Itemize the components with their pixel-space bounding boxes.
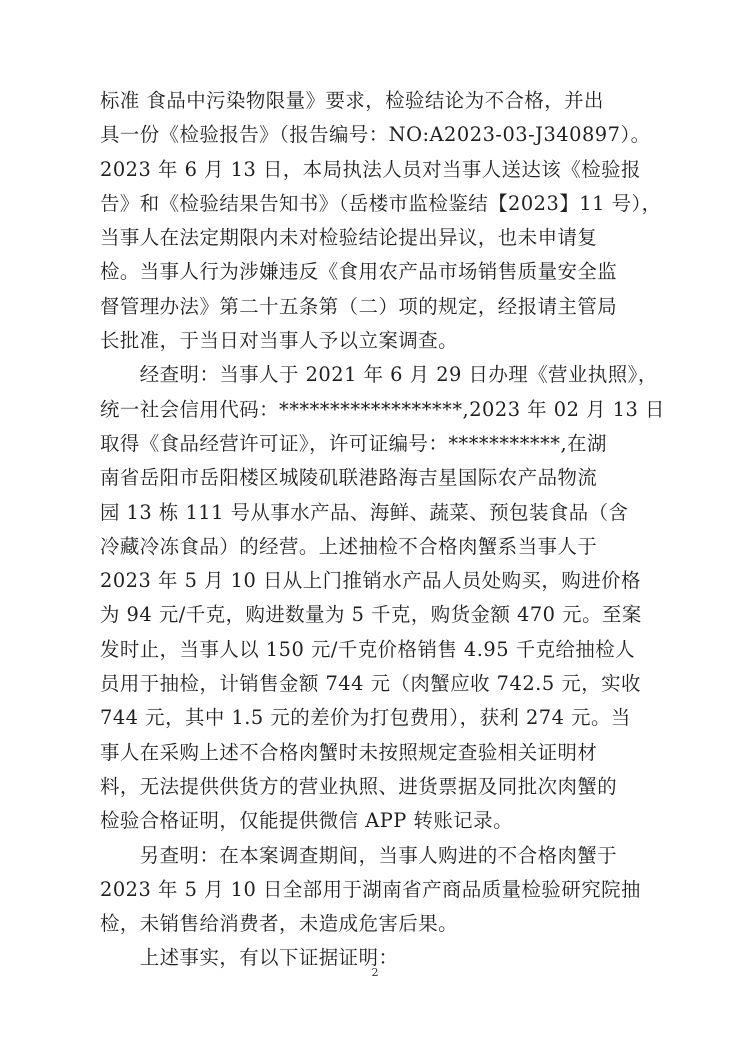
text-line: 为 94 元/千克，购进数量为 5 千克，购货金额 470 元。至案	[100, 603, 642, 627]
text-line: 发时止，当事人以 150 元/千克价格销售 4.95 千克给抽检人	[100, 637, 636, 661]
text-line: 长批准，于当日对当事人予以立案调查。	[100, 329, 459, 353]
text-line: 检，未销售给消费者，未造成危害后果。	[100, 912, 459, 936]
text-line: 园 13 栋 111 号从事水产品、海鲜、蔬菜、预包装食品（含	[100, 500, 629, 524]
text-line: 冷藏冷冻食品）的经营。上述抽检不合格肉蟹系当事人于	[100, 534, 598, 558]
text-line: 当事人在法定期限内未对检验结论提出异议，也未申请复	[100, 226, 598, 250]
page-number: 2	[371, 966, 379, 979]
document-body	[100, 84, 665, 976]
text-line: 南省岳阳市岳阳楼区城陵矶联港路海吉星国际农产品物流	[100, 466, 598, 490]
text-line: 员用于抽检，计销售金额 744 元（肉蟹应收 742.5 元，实收	[100, 672, 641, 696]
text-line: 事人在采购上述不合格肉蟹时未按照规定查验相关证明材	[100, 740, 598, 764]
text-line: 2023 年 5 月 10 日全部用于湖南省产商品质量检验研究院抽	[100, 877, 641, 901]
paragraph-start-line: 另查明：在本案调查期间，当事人购进的不合格肉蟹于	[100, 843, 618, 867]
text-line: 告》和《检验结果告知书》（岳楼市监检鉴结【2023】11 号），	[100, 191, 662, 215]
text-line: 料，无法提供供货方的营业执照、进货票据及同批次肉蟹的	[100, 774, 618, 798]
text-line: 检验合格证明，仅能提供微信 APP 转账记录。	[100, 809, 513, 833]
text-line: 统一社会信用代码：******************,2023 年 02 月 13 日	[100, 397, 665, 421]
text-line: 取得《食品经营许可证》，许可证编号：***********,在湖	[100, 431, 607, 455]
text-line: 744 元，其中 1.5 元的差价为打包费用），获利 274 元。当	[100, 706, 631, 730]
text-line: 督管理办法》第二十五条第（二）项的规定，经报请主管局	[100, 294, 618, 318]
text-line: 标准 食品中污染物限量》要求，检验结论为不合格，并出	[100, 89, 604, 112]
paragraph-start-line: 上述事实，有以下证据证明：	[100, 946, 399, 970]
paragraph-start-line: 经查明：当事人于 2021 年 6 月 29 日办理《营业执照》，	[100, 363, 658, 387]
text-line: 检。当事人行为涉嫌违反《食用农产品市场销售质量安全监	[100, 260, 618, 284]
text-line: 2023 年 6 月 13 日，本局执法人员对当事人送达该《检验报	[100, 157, 641, 181]
text-line: 2023 年 5 月 10 日从上门推销水产品人员处购买，购进价格	[100, 569, 641, 593]
text-line: 具一份《检验报告》（报告编号：NO:A2023-03-J340897）。	[100, 123, 651, 147]
